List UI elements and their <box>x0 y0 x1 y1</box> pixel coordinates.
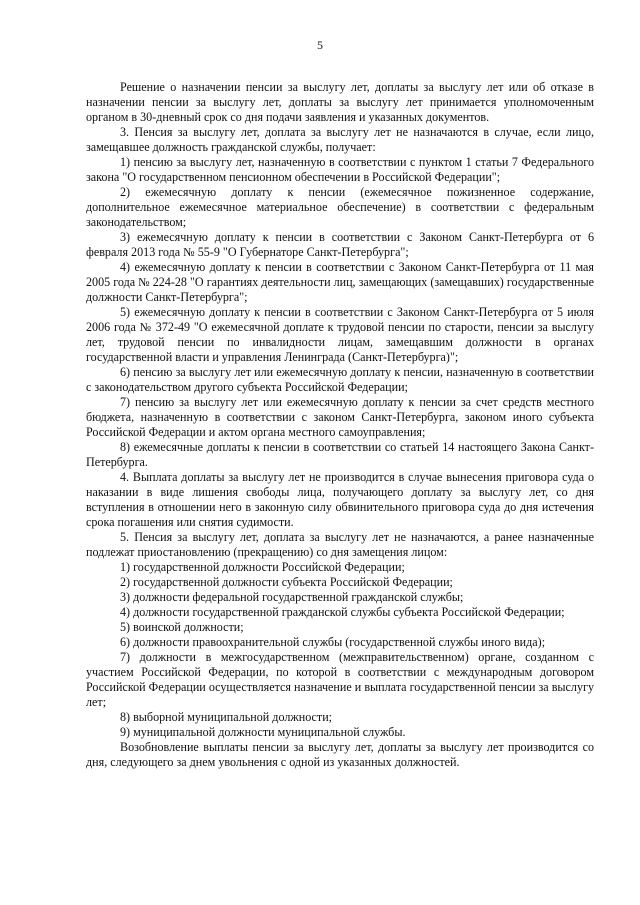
paragraph-clause-5-item-6: 6) должности правоохранительной службы (государственной службы иного вида); <box>120 635 546 649</box>
document-body <box>86 80 594 770</box>
paragraph-resumption: Возобновление выплаты пенсии за выслугу лет, доплаты за выслугу лет производится со дня, следующего за днем увольнения с одной из указанных должностей. <box>86 740 594 769</box>
paragraph-clause-3-item-8: 8) ежемесячные доплаты к пенсии в соответствии со статьей 14 настоящего Закона Санкт-Петербурга. <box>86 440 594 469</box>
paragraph-clause-5-item-8: 8) выборной муниципальной должности; <box>120 710 333 724</box>
paragraph-clause-3-item-5: 5) ежемесячную доплату к пенсии в соответствии с Законом Санкт-Петербурга от 5 июля 2006 года № 372-49 "О ежемесячной доплате к трудовой пенсии по старости, пенсии за выслугу лет, трудовой пенсии по инвалидности лицам, замещавшим должности в органах государственной власти и управления Ленинграда (Санкт-Петербурга)"; <box>86 305 594 364</box>
paragraph-clause-3-item-4: 4) ежемесячную доплату к пенсии в соответствии с Законом Санкт-Петербурга от 11 мая 2005 года № 224-28 "О гарантиях деятельности лиц, замещающих (замещавших) государственные должности Санкт-Петербурга"; <box>86 260 594 304</box>
paragraph-clause-3: 3. Пенсия за выслугу лет, доплата за выслугу лет не назначаются в случае, если лицо, замещавшее должность гражданской службы, получает: <box>86 125 594 154</box>
paragraph-clause-5-item-5: 5) воинской должности; <box>120 620 244 634</box>
paragraph-clause-3-item-7: 7) пенсию за выслугу лет или ежемесячную доплату к пенсии за счет средств местного бюджета, назначенную в соответствии с законом Санкт-Петербурга, законом иного субъекта Российской Федерации и актом органа местного самоуправления; <box>86 395 594 439</box>
paragraph-clause-4: 4. Выплата доплаты за выслугу лет не производится в случае вынесения приговора суда о наказании в виде лишения свободы лица, получающего доплату за выслугу лет, со дня вступления в отношении него в законную силу обвинительного приговора суда до дня истечения срока погашения или снятия судимости. <box>86 470 594 529</box>
paragraph-clause-3-item-3: 3) ежемесячную доплату к пенсии в соответствии с Законом Санкт-Петербурга от 6 февраля 2013 года № 55-9 "О Губернаторе Санкт-Петербурга"; <box>86 230 594 259</box>
paragraph-clause-5-item-9: 9) муниципальной должности муниципальной службы. <box>120 725 406 739</box>
paragraph-clause-5-item-4: 4) должности государственной гражданской службы субъекта Российской Федерации; <box>120 605 565 619</box>
paragraph-clause-3-item-2: 2) ежемесячную доплату к пенсии (ежемесячное пожизненное содержание, дополнительное ежемесячное материальное обеспечение) в соответствии с федеральным законодательством; <box>86 185 594 229</box>
paragraph-clause-5-item-3: 3) должности федеральной государственной гражданской службы; <box>120 590 464 604</box>
page-number: 5 <box>317 38 323 52</box>
paragraph-clause-5-item-7: 7) должности в межгосударственном (межправительственном) органе, созданном с участием Российской Федерации, по которой в соответствии с международным договором Российской Федерации осуществляется назначение и выплата государственной пенсии за выслугу лет; <box>86 650 594 709</box>
paragraph-decision: Решение о назначении пенсии за выслугу лет, доплаты за выслугу лет или об отказе в назначении пенсии за выслугу лет, доплаты за выслугу лет принимается уполномоченным органом в 30-дневный срок со дня подачи заявления и указанных документов. <box>86 80 594 124</box>
paragraph-clause-5-item-1: 1) государственной должности Российской Федерации; <box>120 560 405 574</box>
paragraph-clause-5-item-2: 2) государственной должности субъекта Российской Федерации; <box>120 575 453 589</box>
paragraph-clause-5: 5. Пенсия за выслугу лет, доплата за выслугу лет не назначаются, а ранее назначенные подлежат приостановлению (прекращению) со дня замещения лицом: <box>86 530 594 559</box>
paragraph-clause-3-item-1: 1) пенсию за выслугу лет, назначенную в соответствии с пунктом 1 статьи 7 Федерального закона "О государственном пенсионном обеспечении в Российской Федерации"; <box>86 155 594 184</box>
paragraph-clause-3-item-6: 6) пенсию за выслугу лет или ежемесячную доплату к пенсии, назначенную в соответствии с законодательством другого субъекта Российской Федерации; <box>86 365 594 394</box>
